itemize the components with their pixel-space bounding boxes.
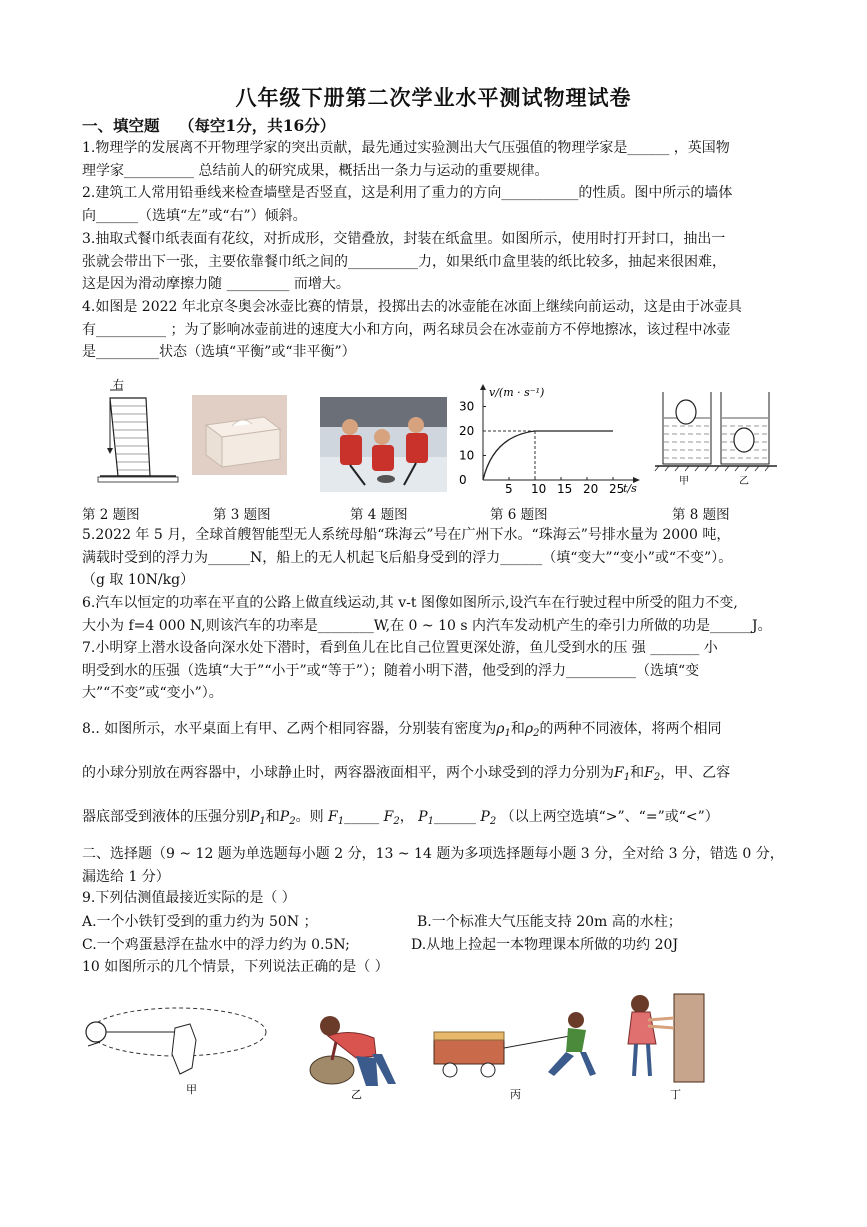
caption-fig3: 第 3 题图	[213, 507, 271, 523]
fig4-curling-photo	[320, 397, 447, 492]
q1-line: 1.物理学的发展离不开物理学家的突出贡献，最先通过实验测出大气压强值的物理学家是______ ，英国物	[82, 140, 730, 156]
subscript: 2	[289, 816, 296, 827]
fig6-vt-graph	[455, 384, 635, 494]
q10-label-jia: 甲	[186, 1083, 197, 1096]
q8-text: 8.. 如图所示，水平桌面上有甲、乙两个相同容器，分别装有密度为	[82, 721, 497, 737]
section2-heading	[82, 843, 792, 888]
q3-line: 这是因为滑动摩擦力随 _________ 而增大。	[82, 276, 350, 292]
q10-fig-yi	[296, 998, 406, 1101]
question-2	[82, 182, 792, 227]
x-tick-label: 20	[583, 482, 599, 496]
vt-graph-group	[459, 384, 640, 496]
q1-line: 理学家__________ 总结前人的研究成果，概括出一条力与运动的重要规律。	[82, 162, 549, 179]
q5-line: （g 取 10N/kg）	[82, 572, 195, 588]
q8-text: ，甲、乙容	[660, 765, 731, 781]
p-symbol: P	[480, 809, 490, 825]
question-1	[82, 137, 792, 182]
q10-fig-jia	[80, 988, 280, 1098]
answer-blank[interactable]: _____	[344, 809, 380, 825]
q8-text: 的小球分别放在两容器中，小球静止时，两容器液面相平，两个小球受到的浮力分别为	[82, 765, 614, 781]
subscript: 2	[533, 728, 540, 739]
q8-line2	[82, 762, 792, 790]
question-8-line2	[82, 762, 792, 790]
section1-heading	[82, 114, 335, 136]
q10-label-yi: 乙	[351, 1088, 362, 1101]
q8-line3	[82, 806, 792, 834]
subscript: 1	[504, 728, 511, 739]
q8-text: 的两种不同液体，将两个相同	[539, 721, 722, 737]
question-8-line1	[82, 718, 792, 746]
q6-line: 6.汽车以恒定的功率在平直的公路上做直线运动,其 v-t 图像如图所示,设汽车在行驶过程中所受的阻力不变,	[82, 595, 738, 611]
q3-line: 3.抽取式餐巾纸表面有花纹，对折成形，交错叠放，封装在纸盒里。如图所示，使用时打开封口，抽出一	[82, 231, 726, 247]
caption-fig8: 第 8 题图	[672, 507, 730, 523]
y-tick-label: 10	[459, 448, 475, 463]
q9-option-d[interactable]: D.从地上捡起一本物理课本所做的功约 20J	[411, 937, 679, 953]
subscript: 1	[427, 816, 434, 827]
y-tick-label: 0	[459, 473, 467, 487]
graph-xlabel: t/s	[623, 482, 637, 495]
caption-fig6: 第 6 题图	[490, 507, 548, 523]
y-axis-arrow	[480, 384, 486, 390]
section2-line: 漏选给 1 分）	[82, 868, 170, 885]
caption-fig4: 第 4 题图	[350, 507, 408, 523]
question-7	[82, 637, 792, 705]
fig2-wall-figure	[98, 378, 178, 488]
y-tick-label: 20	[459, 424, 475, 438]
f-symbol: F	[614, 765, 624, 781]
fig8-label-yi: 乙	[739, 476, 749, 487]
caption-fig2: 第 2 题图	[82, 507, 140, 523]
question-4	[82, 296, 792, 364]
q2-line: 2.建筑工人常用铅垂线来检查墙壁是否竖直，这是利用了重力的方向___________的性质。图中所示的墙体	[82, 185, 733, 201]
fig3-tissue-box-photo	[192, 395, 287, 475]
q5-line: 满载时受到的浮力为______N，船上的无人机起飞后船身受到的浮力______（填“变大”“变小”或“不变”）。	[82, 549, 733, 566]
q8-line1	[82, 718, 792, 746]
x-tick-label: 25	[609, 482, 625, 496]
fig2-label: 右	[113, 378, 124, 391]
q10-label-bing: 丙	[510, 1088, 521, 1101]
rho-symbol: ρ	[496, 721, 505, 737]
q3-line: 张就会带出下一张，主要依靠餐巾纸之间的__________力，如果纸巾盒里装的纸比较多，抽起来很困难，	[82, 253, 726, 270]
subscript: 2	[489, 816, 497, 827]
q9-option-c[interactable]: C.一个鸡蛋悬浮在盐水中的浮力约为 0.5N;	[82, 937, 350, 953]
q9-option-a[interactable]: A.一个小铁钉受到的重力约为 50N ；	[82, 914, 318, 930]
question-6	[82, 592, 792, 637]
f-symbol: F	[644, 765, 654, 781]
fig8-label-jia: 甲	[679, 476, 689, 487]
q8-text: 器底部受到液体的压强分别	[82, 809, 250, 825]
rho-symbol: ρ	[524, 721, 534, 737]
p-symbol: P	[250, 809, 260, 825]
subscript: 1	[337, 816, 345, 827]
q8-text: 。则	[295, 809, 324, 825]
fig8-containers-figure	[655, 386, 777, 486]
q10-fig-ding	[618, 990, 718, 1102]
f-symbol: F	[328, 809, 338, 825]
p-symbol: P	[279, 809, 290, 825]
section1-note: （每空1分，共16分）	[178, 116, 336, 135]
q10-label-ding: 丁	[670, 1088, 681, 1101]
graph-ylabel: v/(m · s⁻¹)	[489, 386, 545, 399]
q7-line: 大”“不变”或“变小”）。	[82, 685, 223, 701]
q6-line: 大小为 f=4 000 N,则该汽车的功率是________W,在 0 ~ 10 s 内汽车发动机产生的牵引力所做的功是______J。	[82, 617, 772, 634]
q10-stem: 10 如图所示的几个情景，下列说法正确的是（ ）	[82, 959, 389, 975]
subscript: 1	[259, 816, 266, 827]
question-10-stem	[82, 956, 792, 979]
q8-and: 和	[630, 765, 645, 781]
x-tick-label: 10	[531, 482, 547, 496]
vt-curve	[483, 431, 613, 480]
y-tick-label: 30	[459, 399, 475, 414]
x-tick-label: 15	[557, 482, 573, 496]
q7-line: 明受到水的压强（选填“大于”“小于”或“等于”）；随着小明下潜，他受到的浮力__________（选填“变	[82, 662, 700, 679]
question-8-line3	[82, 806, 792, 834]
f-symbol: F	[383, 809, 394, 825]
subscript: 2	[653, 772, 661, 783]
q4-line: 是_________状态（选填“平衡”或“非平衡”）	[82, 344, 356, 360]
q8-text: （以上两空选填“>”、“=”或“<”）	[500, 809, 719, 825]
question-3	[82, 228, 792, 296]
section2-line: 二、选择题（9 ~ 12 题为单选题每小题 2 分，13 ~ 14 题为多项选择题每小题 3 分，全对给 3 分，错选 0 分，	[82, 846, 784, 862]
q8-comma: ，	[399, 809, 414, 825]
question-5	[82, 524, 792, 592]
page-title: 八年级下册第二次学业水平测试物理试卷	[235, 85, 632, 110]
q4-line: 4.如图是 2022 年北京冬奥会冰壶比赛的情景，投掷出去的冰壶能在冰面上继续向前运动，这是由于冰壶具	[82, 299, 742, 315]
q10-fig-bing	[430, 1010, 610, 1102]
subscript: 1	[623, 772, 631, 783]
q2-line: 向______（选填“左”或“右”）倾斜。	[82, 207, 307, 224]
question-9-stem	[82, 887, 792, 910]
q8-and: 和	[265, 809, 280, 825]
subscript: 2	[393, 816, 400, 827]
section1-title: 一、填空题	[82, 116, 160, 135]
q9-stem: 9.下列估测值最接近实际的是（ ）	[82, 890, 296, 906]
p-symbol: P	[418, 809, 428, 825]
q4-line: 有__________ ；为了影响冰壶前进的速度大小和方向，两名球员会在冰壶前方不停地擦冰，该过程中冰壶	[82, 321, 731, 338]
answer-blank[interactable]: ______	[433, 809, 476, 825]
q5-line: 5.2022 年 5 月，全球首艘智能型无人系统母船“珠海云”号在广州下水。“珠海云”号排水量为 2000 吨，	[82, 527, 731, 543]
q7-line: 7.小明穿上潜水设备向深水处下潜时，看到鱼儿在比自己位置更深处游，鱼儿受到水的压 强 _______ 小	[82, 640, 718, 656]
x-tick-label: 5	[505, 482, 513, 496]
q8-and: 和	[510, 721, 525, 737]
q9-option-b[interactable]: B.一个标准大气压能支持 20m 高的水柱；	[417, 914, 682, 930]
